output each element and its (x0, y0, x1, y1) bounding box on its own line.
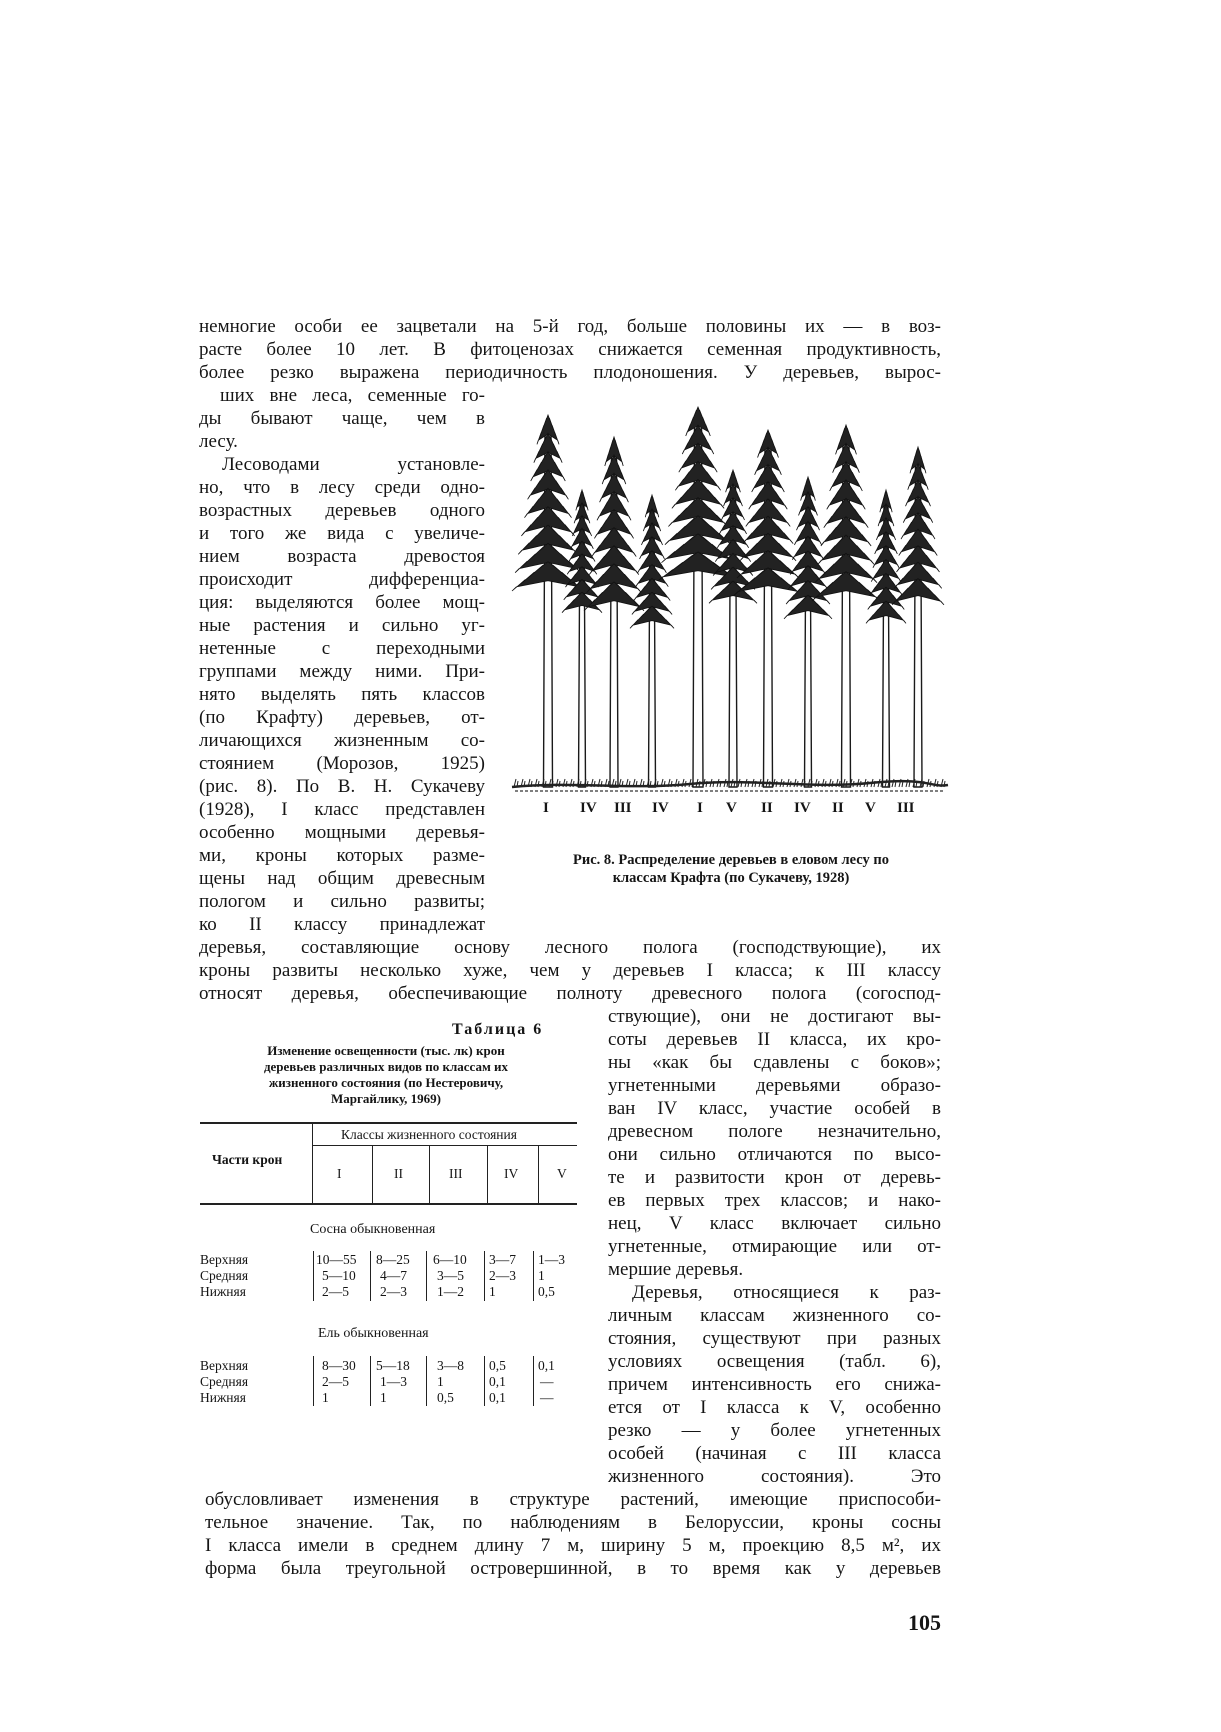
text-line: они сильно отличаются по высо- (608, 1144, 941, 1165)
text-line: и того же вида с увеличе- (199, 523, 485, 544)
table-vrule (370, 1356, 371, 1406)
tree-class-label: I (543, 800, 549, 816)
table-vrule (313, 1251, 314, 1301)
table-cell: 8—30 (322, 1358, 356, 1373)
table-vrule (538, 1146, 539, 1203)
table-title-line: деревьев различных видов по классам их (263, 1059, 509, 1074)
table-cell: 1—3 (538, 1252, 565, 1267)
table-title-line: жизненного состояния (по Нестеровичу, (268, 1075, 504, 1090)
caption-line: Рис. 8. Распределение деревьев в еловом лесу по (573, 852, 889, 868)
table-cell: 6—10 (433, 1252, 467, 1267)
text-line: ми, кроны которых разме- (199, 845, 485, 866)
row-label: Верхняя (200, 1358, 249, 1373)
table-cell: 1 (437, 1374, 444, 1389)
table-vrule (370, 1251, 371, 1301)
caption-line: классам Крафта (по Сукачеву, 1928) (612, 870, 850, 886)
text-line: Лесоводами установле- (222, 454, 485, 475)
text-line: условиях освещения (табл. 6), (608, 1351, 941, 1372)
table-title (200, 1043, 572, 1107)
table-cell: 0,1 (489, 1390, 506, 1405)
text-line: угнетенными деревьями образо- (608, 1075, 941, 1096)
class-header: III (449, 1166, 463, 1181)
text-line: нетенные с переходными (199, 638, 485, 659)
table-cell: 5—18 (376, 1358, 410, 1373)
page-number: 105 (908, 1610, 941, 1635)
table-cell: 2—5 (322, 1374, 349, 1389)
row-label: Верхняя (200, 1252, 249, 1267)
text-line: деревья, составляющие основу лесного полога (господствующие), их (199, 937, 941, 958)
text-line: происходит дифференциа- (199, 569, 485, 590)
text-line: (по Крафту) деревьев, от- (199, 707, 485, 728)
text-line: личным классам жизненного со- (608, 1305, 941, 1326)
tree-class-label: I (697, 800, 703, 816)
text-line: ко II классу принадлежат (199, 914, 485, 935)
text-line: более резко выражена периодичность плодоношения. У деревьев, вырос- (199, 362, 941, 383)
tree-class-label: IV (794, 800, 811, 816)
text-line: ствующие), они не достигают вы- (608, 1006, 941, 1027)
tree-class-label: II (761, 800, 773, 816)
text-line: ев первых трех классов; и нако- (608, 1190, 941, 1211)
text-line: жизненного состояния). Это (608, 1466, 941, 1487)
stub-header: Части крон (212, 1152, 283, 1167)
table-vrule (313, 1356, 314, 1406)
row-label: Средняя (200, 1268, 249, 1283)
text-line: кроны развиты несколько хуже, чем у деревьев I класса; к III классу (199, 960, 941, 981)
row-label: Нижняя (200, 1390, 246, 1405)
spruce-forest-figure (510, 395, 950, 815)
table-cell: 1 (322, 1390, 329, 1405)
class-header: IV (504, 1166, 519, 1181)
text-line: ется от I класса к V, особенно (608, 1397, 941, 1418)
table-cell: 8—25 (376, 1252, 410, 1267)
table-vrule (426, 1251, 427, 1301)
text-line: ды бывают чаще, чем в (199, 408, 485, 429)
table-vrule (426, 1356, 427, 1406)
text-line: особенно мощными деревья- (199, 822, 485, 843)
table-rule-top (200, 1122, 577, 1124)
tree-class-label: IV (652, 800, 669, 816)
text-line: стоянием (Морозов, 1925) (199, 753, 485, 774)
table-title-line: Изменение освещенности (тыс. лк) крон (267, 1043, 505, 1058)
table-vrule (484, 1251, 485, 1301)
table-cell: 2—5 (322, 1284, 349, 1299)
text-line: лесу. (199, 431, 238, 452)
table-cell: 3—7 (489, 1252, 516, 1267)
table-vrule (533, 1251, 534, 1301)
text-line: относят деревья, обеспечивающие полноту древесного полога (согоспод- (199, 983, 941, 1004)
table-cell: 2—3 (489, 1268, 516, 1283)
table-cell: 5—10 (322, 1268, 356, 1283)
table-title-line: Маргайлику, 1969) (330, 1091, 441, 1106)
table-cell: 0,5 (437, 1390, 454, 1405)
text-line: причем интенсивность его снижа- (608, 1374, 941, 1395)
text-line: Деревья, относящиеся к раз- (632, 1282, 941, 1303)
text-line: тельное значение. Так, по наблюдениям в Белоруссии, кроны сосны (205, 1512, 941, 1533)
table-vrule (372, 1146, 373, 1203)
class-header: II (394, 1166, 403, 1181)
text-line: особей (начиная с III класса (608, 1443, 941, 1464)
text-line: обусловливает изменения в структуре растений, имеющие приспособи- (205, 1489, 941, 1510)
text-line: немногие особи ее зацветали на 5-й год, больше половины их — в воз- (199, 316, 941, 337)
table-cell: 3—8 (437, 1358, 464, 1373)
text-line: ших вне леса, семенные го- (220, 385, 485, 406)
table-vrule (487, 1146, 488, 1203)
text-line: соты деревьев II класса, их кро- (608, 1029, 941, 1050)
text-line: те и развитости крон от деревь- (608, 1167, 941, 1188)
tree-class-label: V (865, 800, 876, 816)
text-line: щены над общим древесным (199, 868, 485, 889)
text-line: древесном пологе незначительно, (608, 1121, 941, 1142)
table-cell: 0,5 (538, 1284, 555, 1299)
text-line: ны «как бы сдавлены с боков»; (608, 1052, 941, 1073)
text-line: расте более 10 лет. В фитоценозах снижается семенная продуктивность, (199, 339, 941, 360)
text-line: но, что в лесу среди одно- (199, 477, 485, 498)
text-line: нято выделять пять классов (199, 684, 485, 705)
table-vrule (312, 1124, 313, 1203)
table-cell: 0,5 (489, 1358, 506, 1373)
table-cell: 2—3 (380, 1284, 407, 1299)
figure-caption (512, 851, 950, 887)
table-cell: 1—2 (437, 1284, 464, 1299)
text-line: (рис. 8). По В. Н. Сукачеву (199, 776, 485, 797)
table-cell: — (540, 1374, 554, 1389)
table-vrule (484, 1356, 485, 1406)
table-cell: 1 (380, 1390, 387, 1405)
row-label: Средняя (200, 1374, 249, 1389)
group-header: Классы жизненного состояния (341, 1127, 517, 1142)
row-label: Нижняя (200, 1284, 246, 1299)
table-label: Таблица 6 (452, 1021, 544, 1038)
text-line: резко — у более угнетенных (608, 1420, 941, 1441)
species-header: Ель обыкновенная (318, 1326, 429, 1341)
table-cell: 1 (489, 1284, 496, 1299)
text-line: ные растения и сильно уг- (199, 615, 485, 636)
table-cell: 0,1 (538, 1358, 555, 1373)
tree-class-label: III (614, 800, 632, 816)
table-cell: 4—7 (380, 1268, 407, 1283)
text-line: пологом и сильно развиты; (199, 891, 485, 912)
text-line: I класса имели в среднем длину 7 м, ширину 5 м, проекцию 8,5 м², их (205, 1535, 941, 1556)
table-cell: 3—5 (437, 1268, 464, 1283)
text-line: нием возраста древостоя (199, 546, 485, 567)
table-cell: 10—55 (316, 1252, 357, 1267)
class-header: V (557, 1166, 567, 1181)
text-line: ция: выделяются более мощ- (199, 592, 485, 613)
text-line: группами между ними. При- (199, 661, 485, 682)
species-header: Сосна обыкновенная (310, 1222, 436, 1237)
text-line: личающихся жизненным со- (199, 730, 485, 751)
text-line: мершие деревья. (608, 1259, 744, 1280)
tree-class-label: III (897, 800, 915, 816)
text-line: угнетенные, отмирающие или от- (608, 1236, 941, 1257)
table-cell: 1 (538, 1268, 545, 1283)
tree-class-label: IV (580, 800, 597, 816)
tree-class-label: V (726, 800, 737, 816)
text-line: (1928), I класс представлен (199, 799, 485, 820)
table-rule-header (200, 1203, 577, 1205)
tree-class-label: II (832, 800, 844, 816)
table-cell: 1—3 (380, 1374, 407, 1389)
text-line: форма была треугольной островершинной, в то время как у деревьев (205, 1558, 941, 1579)
table-vrule (429, 1146, 430, 1203)
table-vrule (533, 1356, 534, 1406)
text-line: стояния, существуют при разных (608, 1328, 941, 1349)
table-cell: — (540, 1390, 554, 1405)
text-line: возрастных деревьев одного (199, 500, 485, 521)
text-line: нец, V класс включает сильно (608, 1213, 941, 1234)
table-cell: 0,1 (489, 1374, 506, 1389)
text-line: ван IV класс, участие особей в (608, 1098, 941, 1119)
class-header: I (337, 1166, 342, 1181)
